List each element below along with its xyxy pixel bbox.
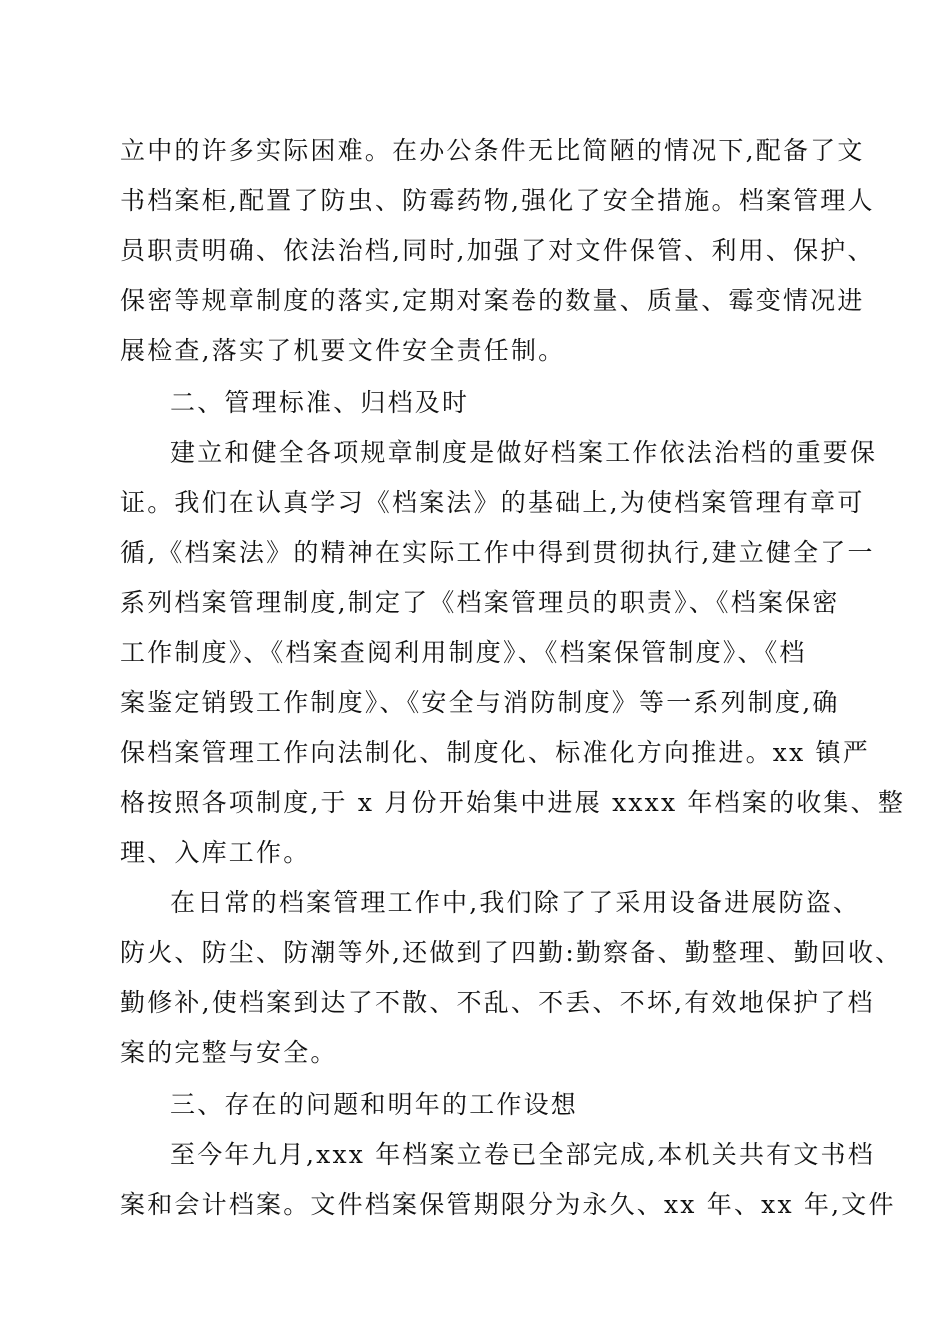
text-line: 至今年九月,xxx 年档案立卷已全部完成,本机关共有文书档	[170, 1140, 875, 1169]
text-line: 案鉴定销毁工作制度》、《安全与消防制度》等一系列制度,确	[120, 688, 840, 717]
text-line: 证。我们在认真学习《档案法》的基础上,为使档案管理有章可	[120, 488, 865, 517]
text-line: 格按照各项制度,于 x 月份开始集中进展 xxxx 年档案的收集、整	[120, 788, 906, 817]
section-heading: 二、管理标准、归档及时	[170, 388, 470, 417]
text-line: 工作制度》、《档案查阅利用制度》、《档案保管制度》、《档	[120, 638, 807, 667]
text-line: 保档案管理工作向法制化、制度化、标准化方向推进。xx 镇严	[120, 738, 870, 767]
text-line: 建立和健全各项规章制度是做好档案工作依法治档的重要保	[170, 438, 878, 467]
text-line: 保密等规章制度的落实,定期对案卷的数量、质量、霉变情况进	[120, 286, 865, 315]
text-line: 勤修补,使档案到达了不散、不乱、不丢、不坏,有效地保护了档	[120, 988, 875, 1017]
text-line: 立中的许多实际困难。在办公条件无比简陋的情况下,配备了文	[120, 136, 865, 165]
text-line: 防火、防尘、防潮等外,还做到了四勤:勤察备、勤整理、勤回收、	[120, 938, 903, 967]
text-line: 循,《档案法》的精神在实际工作中得到贯彻执行,建立健全了一	[120, 538, 875, 567]
text-line: 案的完整与安全。	[120, 1038, 338, 1067]
text-line: 书档案柜,配置了防虫、防霉药物,强化了安全措施。档案管理人	[120, 186, 875, 215]
section-heading: 三、存在的问题和明年的工作设想	[170, 1090, 579, 1119]
text-line: 员职责明确、依法治档,同时,加强了对文件保管、利用、保护、	[120, 236, 875, 265]
text-line: 展检查,落实了机要文件安全责任制。	[120, 336, 566, 365]
text-line: 系列档案管理制度,制定了《档案管理员的职责》、《档案保密	[120, 588, 840, 617]
text-line: 在日常的档案管理工作中,我们除了了采用设备进展防盗、	[170, 888, 861, 917]
text-line: 理、入库工作。	[120, 838, 311, 867]
text-line: 案和会计档案。文件档案保管期限分为永久、xx 年、xx 年,文件	[120, 1190, 896, 1219]
